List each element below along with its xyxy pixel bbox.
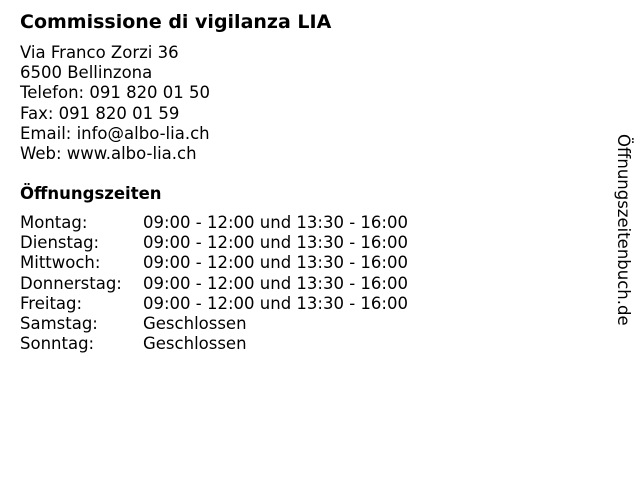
time-value: 09:00 - 12:00 und 13:30 - 16:00 [143,233,408,253]
address-street: Via Franco Zorzi 36 [20,43,179,62]
time-value: 09:00 - 12:00 und 13:30 - 16:00 [143,293,408,313]
time-value: Geschlossen [143,313,247,333]
fax-line: Fax: 091 820 01 59 [20,103,180,123]
phone-line: Telefon: 091 820 01 50 [20,83,211,103]
page-title: Commissione di vigilanza LIA [20,11,332,33]
day-label: Mittwoch: [20,253,101,273]
hours-heading: Öffnungszeiten [20,184,162,203]
address-city: 6500 Bellinzona [20,63,153,83]
address-block [20,43,210,164]
day-label: Freitag: [20,293,83,313]
day-label: Samstag: [20,313,98,333]
day-label: Dienstag: [20,233,100,253]
day-label: Montag: [20,213,88,232]
email-line: Email: info@albo-lia.ch [20,123,210,143]
day-label: Sonntag: [20,334,95,354]
time-value: Geschlossen [143,334,247,354]
watermark-text: Öffnungszeitenbuch.de [614,134,633,326]
time-value: 09:00 - 12:00 und 13:30 - 16:00 [143,213,408,232]
web-line: Web: www.albo-lia.ch [20,143,197,163]
day-label: Donnerstag: [20,273,122,293]
time-value: 09:00 - 12:00 und 13:30 - 16:00 [143,273,408,293]
time-value: 09:00 - 12:00 und 13:30 - 16:00 [143,253,408,273]
watermark [612,134,634,334]
